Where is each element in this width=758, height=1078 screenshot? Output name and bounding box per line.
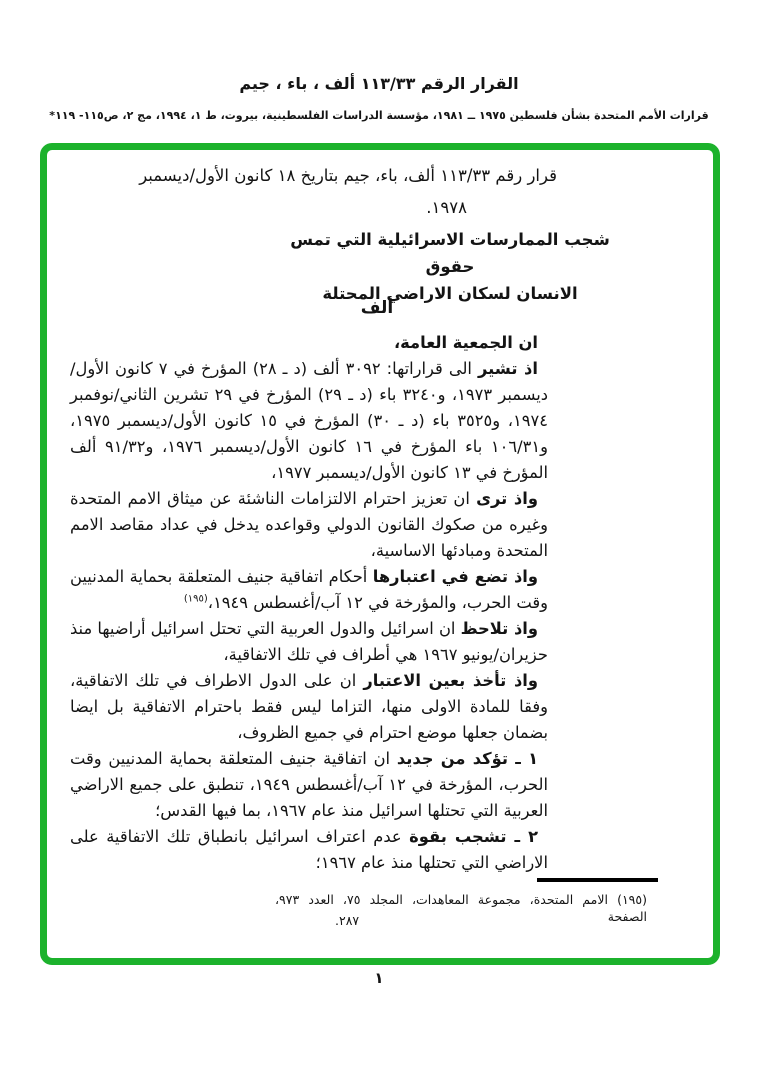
paragraph-lead: واذ تأخذ بعين الاعتبار xyxy=(363,671,539,690)
paragraph-text: ان اتفاقية جنيف المتعلقة بحماية المدنيين وقت الحرب، المؤرخة في ١٢ آب/أغسطس ١٩٤٩، تنطبق على جميع الاراضي العربية التي تحتلها اسرائيل منذ عام ١٩٦٧، بما فيها القدس؛ xyxy=(70,749,548,820)
paragraph-text: ان على الدول الاطراف في تلك الاتفاقية، وفقا للمادة الاولى منها، التزاما ليس فقط باحترام الاتفاقية بل ايضا بضمان جعلها موضع احترام في جميع الظروف، xyxy=(70,671,548,742)
resolution-header-line2: ١٩٧٨. xyxy=(426,198,467,217)
body-paragraph-considering xyxy=(70,486,548,564)
body-paragraph-recalling xyxy=(70,356,548,486)
paragraph-text: ان تعزيز احترام الالتزامات الناشئة عن ميثاق الامم المتحدة وغيره من صكوك القانون الدولي وقواعده يدخل في عداد مقاصد الامم المتحدة ومبادئها الاساسية، xyxy=(70,489,548,560)
scanned-page-frame xyxy=(40,143,720,965)
body-paragraph-operative-2 xyxy=(70,824,548,876)
subject-heading-line2: الانسان لسكان الاراضي المحتلة xyxy=(322,284,578,303)
paragraph-lead: واذ تضع في اعتبارها xyxy=(372,567,539,586)
body-paragraph-taking-into-account xyxy=(70,668,548,746)
footnote-reference-marker: (١٩٥) xyxy=(183,593,208,605)
footnote-text: (١٩٥) الامم المتحدة، مجموعة المعاهدات، المجلد ٧٥، العدد ٩٧٣، الصفحة xyxy=(275,892,647,924)
paragraph-lead: واذ ترى xyxy=(476,489,538,508)
footnote-text-continuation: ٢٨٧. xyxy=(335,913,360,928)
resolution-header-line1: قرار رقم ١١٣/٣٣ ألف، باء، جيم بتاريخ ١٨ كانون الأول/ديسمبر xyxy=(139,166,557,185)
paragraph-lead: واذ تلاحظ xyxy=(460,619,538,638)
resolution-body xyxy=(70,330,548,876)
section-marker-alef: ألف xyxy=(360,298,394,318)
body-paragraph-bearing-in-mind xyxy=(70,564,548,616)
document-source-citation: قرارات الأمم المتحدة بشأن فلسطين ١٩٧٥ ــ ١٩٨١، مؤسسة الدراسات الفلسطينية، بيروت، ط ١، ١٩٩٤، مج ٢، ص١١٥- ١١٩* xyxy=(49,109,709,122)
paragraph-text: ان اسرائيل والدول العربية التي تحتل اسرائيل أراضيها منذ حزيران/يونيو ١٩٦٧ هي أطراف في تلك الاتفاقية، xyxy=(70,619,548,664)
footnote-separator-rule xyxy=(537,878,658,882)
paragraph-lead: ١ ـ تؤكد من جديد xyxy=(396,749,538,768)
body-paragraph-noting xyxy=(70,616,548,668)
paragraph-lead: ان الجمعية العامة، xyxy=(393,333,538,352)
page-number: ١ xyxy=(374,969,384,987)
resolution-subject-heading xyxy=(285,226,615,307)
paragraph-text: أحكام اتفاقية جنيف المتعلقة بحماية المدنيين وقت الحرب، والمؤرخة في ١٢ آب/أغسطس ١٩٤٩، xyxy=(70,567,548,612)
paragraph-text: عدم اعتراف اسرائيل بانطباق تلك الاتفاقية على الاراضي التي تحتلها منذ عام ١٩٦٧؛ xyxy=(70,827,548,872)
paragraph-text: الى قراراتها: ٣٠٩٢ ألف (د ـ ٢٨) المؤرخ في ٧ كانون الأول/ديسمبر ١٩٧٣، و٣٢٤٠ باء (د ـ ٢٩) المؤرخ في ٢٩ تشرين الثاني/نوفمبر ١٩٧٤، و٣٥٢٥ باء (د ـ ٣٠) المؤرخ في ١٥ كانون الأول/ديسمبر ١٩٧٥، و١٠٦/٣١ باء المؤرخ في ١٦ كانون الأول/ديسمبر ١٩٧٦، و٩١/٣٢ ألف المؤرخ في ١٣ كانون الأول/ديسمبر ١٩٧٧، xyxy=(70,359,549,482)
subject-heading-line1: شجب الممارسات الاسرائيلية التي تمس حقوق xyxy=(290,230,610,276)
paragraph-lead: ٢ ـ تشجب بقوة xyxy=(409,827,539,846)
body-paragraph-preamble-opening xyxy=(70,330,548,356)
document-title: القرار الرقم ١١٣/٣٣ ألف ، باء ، جيم xyxy=(239,74,519,93)
body-paragraph-operative-1 xyxy=(70,746,548,824)
paragraph-lead: اذ تشير xyxy=(478,359,538,378)
